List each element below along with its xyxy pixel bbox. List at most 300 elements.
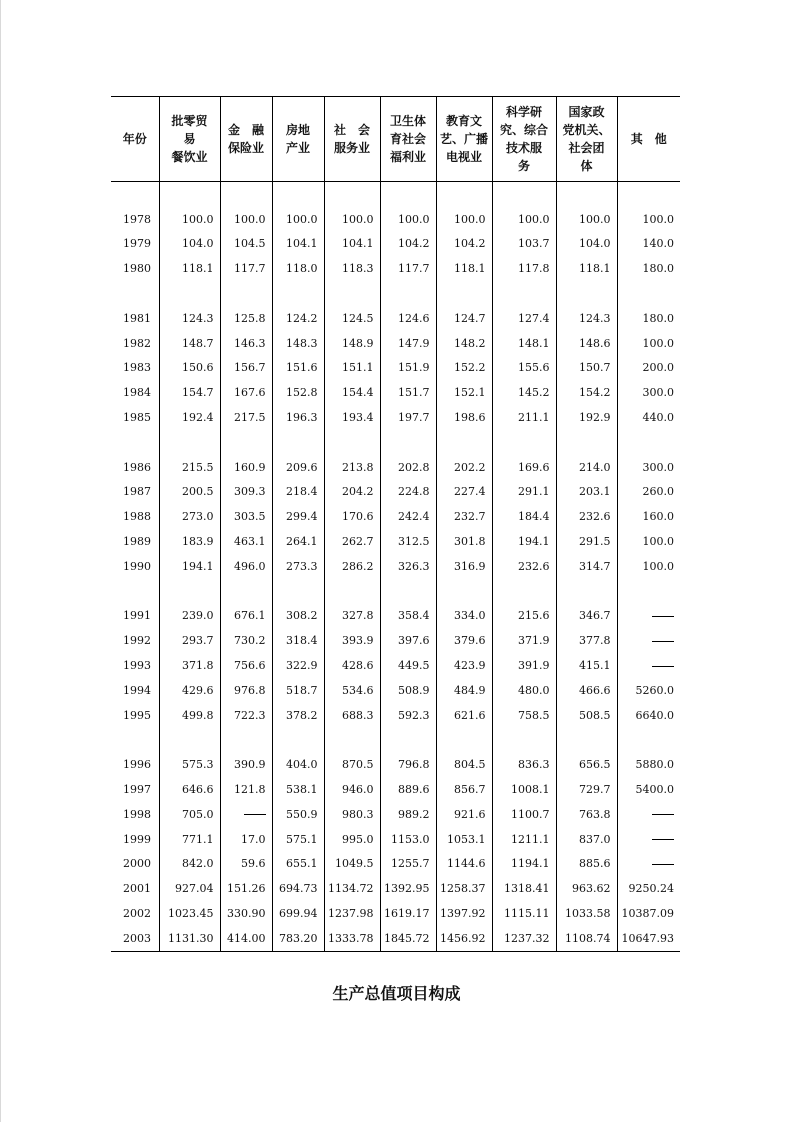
year-cell: 1978 — [123, 212, 151, 226]
value-cell: 17.0 — [220, 827, 272, 852]
value-cell: 121.8 — [220, 777, 272, 802]
spacer-row — [111, 281, 680, 306]
table-row — [111, 802, 680, 827]
header-row — [111, 97, 680, 182]
table-row — [111, 480, 680, 505]
value-cell: 151.26 — [220, 876, 272, 901]
value-cell: 100.0 — [492, 207, 556, 232]
spacer-cell — [111, 728, 159, 753]
value-cell: 184.4 — [492, 504, 556, 529]
no-data-dash — [652, 814, 674, 815]
value-cell: 232.6 — [492, 554, 556, 579]
value-cell: 286.2 — [324, 554, 380, 579]
page-edge — [0, 0, 1, 1122]
value-cell: 976.8 — [220, 678, 272, 703]
value-cell: 758.5 — [492, 703, 556, 728]
value-cell: 194.1 — [159, 554, 220, 579]
value-cell: 118.1 — [436, 256, 492, 281]
value-cell: 1108.74 — [556, 926, 617, 951]
spacer-cell — [159, 579, 220, 604]
value-cell: 200.5 — [159, 480, 220, 505]
value-cell: 147.9 — [380, 331, 436, 356]
value-cell — [220, 802, 272, 827]
spacer-cell — [617, 430, 680, 455]
value-cell: 118.1 — [556, 256, 617, 281]
value-cell: 316.9 — [436, 554, 492, 579]
spacer-cell — [492, 579, 556, 604]
spacer-cell — [220, 728, 272, 753]
value-cell: 1194.1 — [492, 852, 556, 877]
value-cell: 1318.41 — [492, 876, 556, 901]
spacer-row — [111, 182, 680, 207]
value-cell: 148.9 — [324, 331, 380, 356]
value-cell: 423.9 — [436, 653, 492, 678]
value-cell: 104.0 — [556, 232, 617, 257]
spacer-cell — [492, 728, 556, 753]
value-cell: 150.7 — [556, 356, 617, 381]
value-cell: 183.9 — [159, 529, 220, 554]
value-cell: 156.7 — [220, 356, 272, 381]
spacer-row — [111, 430, 680, 455]
value-cell: 1392.95 — [380, 876, 436, 901]
spacer-cell — [617, 182, 680, 207]
table-row — [111, 604, 680, 629]
table-row — [111, 678, 680, 703]
spacer-cell — [617, 728, 680, 753]
value-cell: 100.0 — [617, 331, 680, 356]
value-cell: 10387.09 — [617, 901, 680, 926]
value-cell: 326.3 — [380, 554, 436, 579]
value-cell: 1845.72 — [380, 926, 436, 951]
value-cell: 124.6 — [380, 306, 436, 331]
value-cell — [617, 628, 680, 653]
value-cell: 1033.58 — [556, 901, 617, 926]
spacer-cell — [436, 281, 492, 306]
value-cell: 1333.78 — [324, 926, 380, 951]
year-cell: 1989 — [123, 535, 151, 549]
value-cell: 404.0 — [272, 752, 324, 777]
value-cell: 202.2 — [436, 455, 492, 480]
value-cell: 148.3 — [272, 331, 324, 356]
value-cell: 1258.37 — [436, 876, 492, 901]
spacer-cell — [111, 430, 159, 455]
value-cell: 299.4 — [272, 504, 324, 529]
value-cell: 5400.0 — [617, 777, 680, 802]
spacer-cell — [324, 281, 380, 306]
value-cell: 449.5 — [380, 653, 436, 678]
value-cell: 204.2 — [324, 480, 380, 505]
value-cell: 963.62 — [556, 876, 617, 901]
spacer-cell — [111, 182, 159, 207]
table-row — [111, 876, 680, 901]
value-cell: 836.3 — [492, 752, 556, 777]
value-cell: 921.6 — [436, 802, 492, 827]
col-header: 社 会 服务业 — [324, 97, 380, 182]
spacer-cell — [159, 728, 220, 753]
value-cell: 371.9 — [492, 628, 556, 653]
value-cell: 889.6 — [380, 777, 436, 802]
value-cell: 499.8 — [159, 703, 220, 728]
value-cell: 151.6 — [272, 356, 324, 381]
spacer-cell — [436, 579, 492, 604]
spacer-cell — [556, 281, 617, 306]
value-cell: 232.6 — [556, 504, 617, 529]
value-cell: 301.8 — [436, 529, 492, 554]
value-cell: 169.6 — [492, 455, 556, 480]
col-header: 房地 产业 — [272, 97, 324, 182]
value-cell: 496.0 — [220, 554, 272, 579]
value-cell: 273.0 — [159, 504, 220, 529]
value-cell: 291.5 — [556, 529, 617, 554]
year-cell: 2002 — [123, 907, 151, 920]
table-row — [111, 306, 680, 331]
col-header: 教育文 艺、广播 电视业 — [436, 97, 492, 182]
value-cell: 152.8 — [272, 380, 324, 405]
value-cell: 575.3 — [159, 752, 220, 777]
spacer-cell — [272, 430, 324, 455]
value-cell: 104.2 — [436, 232, 492, 257]
col-header: 其 他 — [617, 97, 680, 182]
value-cell: 856.7 — [436, 777, 492, 802]
value-cell: 300.0 — [617, 455, 680, 480]
value-cell: 203.1 — [556, 480, 617, 505]
year-cell: 1992 — [123, 634, 151, 648]
spacer-cell — [324, 579, 380, 604]
value-cell: 699.94 — [272, 901, 324, 926]
value-cell: 9250.24 — [617, 876, 680, 901]
value-cell: 5260.0 — [617, 678, 680, 703]
value-cell: 104.0 — [159, 232, 220, 257]
spacer-cell — [492, 281, 556, 306]
year-cell: 1986 — [123, 460, 151, 474]
table-row — [111, 529, 680, 554]
value-cell: 167.6 — [220, 380, 272, 405]
year-cell: 1980 — [123, 262, 151, 276]
table-body — [111, 182, 680, 952]
value-cell: 1619.17 — [380, 901, 436, 926]
year-cell: 2003 — [111, 926, 159, 951]
no-data-dash — [652, 666, 674, 667]
value-cell: 117.7 — [380, 256, 436, 281]
value-cell: 194.1 — [492, 529, 556, 554]
value-cell: 196.3 — [272, 405, 324, 430]
value-cell: 224.8 — [380, 480, 436, 505]
year-cell: 1994 — [123, 683, 151, 697]
value-cell: 415.1 — [556, 653, 617, 678]
value-cell: 232.7 — [436, 504, 492, 529]
spacer-cell — [159, 281, 220, 306]
value-cell: 152.1 — [436, 380, 492, 405]
value-cell: 100.0 — [556, 207, 617, 232]
value-cell: 118.0 — [272, 256, 324, 281]
value-cell: 1023.45 — [159, 901, 220, 926]
value-cell: 146.3 — [220, 331, 272, 356]
value-cell: 377.8 — [556, 628, 617, 653]
table-row — [111, 628, 680, 653]
value-cell: 293.7 — [159, 628, 220, 653]
value-cell: 160.0 — [617, 504, 680, 529]
value-cell: 104.2 — [380, 232, 436, 257]
value-cell: 646.6 — [159, 777, 220, 802]
value-cell: 198.6 — [436, 405, 492, 430]
value-cell: 303.5 — [220, 504, 272, 529]
value-cell: 804.5 — [436, 752, 492, 777]
col-header: 金 融 保险业 — [220, 97, 272, 182]
value-cell: 127.4 — [492, 306, 556, 331]
year-cell: 1995 — [123, 708, 151, 722]
year-cell: 1993 — [123, 659, 151, 673]
value-cell: 5880.0 — [617, 752, 680, 777]
spacer-cell — [324, 182, 380, 207]
value-cell: 151.1 — [324, 356, 380, 381]
value-cell: 214.0 — [556, 455, 617, 480]
value-cell: 1131.30 — [159, 926, 220, 951]
value-cell: 160.9 — [220, 455, 272, 480]
spacer-cell — [159, 430, 220, 455]
value-cell: 100.0 — [272, 207, 324, 232]
value-cell: 155.6 — [492, 356, 556, 381]
value-cell: 330.90 — [220, 901, 272, 926]
spacer-cell — [617, 579, 680, 604]
value-cell: 100.0 — [617, 529, 680, 554]
value-cell: 125.8 — [220, 306, 272, 331]
spacer-cell — [272, 182, 324, 207]
value-cell: 508.9 — [380, 678, 436, 703]
value-cell: 1456.92 — [436, 926, 492, 951]
no-data-dash — [652, 616, 674, 617]
spacer-cell — [556, 579, 617, 604]
value-cell: 989.2 — [380, 802, 436, 827]
value-cell: 1100.7 — [492, 802, 556, 827]
spacer-cell — [111, 579, 159, 604]
value-cell: 534.6 — [324, 678, 380, 703]
table-row — [111, 356, 680, 381]
value-cell: 346.7 — [556, 604, 617, 629]
value-cell: 192.4 — [159, 405, 220, 430]
value-cell: 100.0 — [324, 207, 380, 232]
table-row — [111, 256, 680, 281]
spacer-cell — [324, 430, 380, 455]
value-cell: 151.9 — [380, 356, 436, 381]
value-cell: 100.0 — [436, 207, 492, 232]
table-row — [111, 380, 680, 405]
value-cell: 391.9 — [492, 653, 556, 678]
value-cell: 1397.92 — [436, 901, 492, 926]
table-row — [111, 504, 680, 529]
value-cell: 995.0 — [324, 827, 380, 852]
value-cell: 656.5 — [556, 752, 617, 777]
value-cell: 148.6 — [556, 331, 617, 356]
value-cell: 148.1 — [492, 331, 556, 356]
year-cell: 1985 — [123, 411, 151, 425]
spacer-row — [111, 728, 680, 753]
value-cell: 100.0 — [220, 207, 272, 232]
value-cell — [617, 852, 680, 877]
value-cell: 946.0 — [324, 777, 380, 802]
year-cell: 1983 — [123, 361, 151, 375]
value-cell: 763.8 — [556, 802, 617, 827]
table-row — [111, 331, 680, 356]
value-cell: 104.5 — [220, 232, 272, 257]
value-cell: 429.6 — [159, 678, 220, 703]
value-cell: 621.6 — [436, 703, 492, 728]
value-cell: 414.00 — [220, 926, 272, 951]
value-cell: 197.7 — [380, 405, 436, 430]
value-cell: 397.6 — [380, 628, 436, 653]
value-cell: 466.6 — [556, 678, 617, 703]
year-cell: 2000 — [123, 857, 151, 871]
no-data-dash — [244, 814, 266, 815]
no-data-dash — [652, 864, 674, 865]
year-cell: 1982 — [123, 336, 151, 350]
value-cell: 154.2 — [556, 380, 617, 405]
year-cell: 1987 — [123, 485, 151, 499]
spacer-cell — [380, 579, 436, 604]
value-cell: 1049.5 — [324, 852, 380, 877]
value-cell: 193.4 — [324, 405, 380, 430]
table-row — [111, 752, 680, 777]
value-cell — [617, 653, 680, 678]
year-cell: 1990 — [123, 559, 151, 573]
value-cell: 729.7 — [556, 777, 617, 802]
no-data-dash — [652, 839, 674, 840]
spacer-cell — [272, 579, 324, 604]
value-cell: 124.7 — [436, 306, 492, 331]
value-cell: 100.0 — [380, 207, 436, 232]
spacer-cell — [380, 182, 436, 207]
value-cell — [617, 604, 680, 629]
value-cell: 124.3 — [556, 306, 617, 331]
year-cell: 1991 — [123, 609, 151, 623]
spacer-cell — [436, 728, 492, 753]
value-cell: 440.0 — [617, 405, 680, 430]
value-cell: 592.3 — [380, 703, 436, 728]
table-row — [111, 455, 680, 480]
value-cell: 152.2 — [436, 356, 492, 381]
year-cell: 1988 — [123, 510, 151, 524]
year-cell: 1979 — [123, 237, 151, 251]
value-cell: 1053.1 — [436, 827, 492, 852]
value-cell: 927.04 — [159, 876, 220, 901]
value-cell: 260.0 — [617, 480, 680, 505]
value-cell — [617, 827, 680, 852]
value-cell: 100.0 — [159, 207, 220, 232]
value-cell: 104.1 — [324, 232, 380, 257]
value-cell: 842.0 — [159, 852, 220, 877]
value-cell: 322.9 — [272, 653, 324, 678]
value-cell: 170.6 — [324, 504, 380, 529]
value-cell: 150.6 — [159, 356, 220, 381]
value-cell: 124.3 — [159, 306, 220, 331]
spacer-cell — [436, 182, 492, 207]
value-cell: 318.4 — [272, 628, 324, 653]
value-cell: 218.4 — [272, 480, 324, 505]
value-cell: 1115.11 — [492, 901, 556, 926]
table-row — [111, 207, 680, 232]
spacer-cell — [492, 182, 556, 207]
value-cell: 118.3 — [324, 256, 380, 281]
value-cell: 242.4 — [380, 504, 436, 529]
spacer-cell — [556, 728, 617, 753]
value-cell: 145.2 — [492, 380, 556, 405]
value-cell: 300.0 — [617, 380, 680, 405]
value-cell: 550.9 — [272, 802, 324, 827]
value-cell: 1237.98 — [324, 901, 380, 926]
value-cell: 837.0 — [556, 827, 617, 852]
value-cell: 291.1 — [492, 480, 556, 505]
col-header: 国家政 党机关、 社会团 体 — [556, 97, 617, 182]
value-cell: 100.0 — [617, 207, 680, 232]
value-cell: 518.7 — [272, 678, 324, 703]
index-table — [111, 96, 680, 952]
value-cell: 980.3 — [324, 802, 380, 827]
spacer-cell — [380, 728, 436, 753]
value-cell: 104.1 — [272, 232, 324, 257]
value-cell: 484.9 — [436, 678, 492, 703]
value-cell: 371.8 — [159, 653, 220, 678]
value-cell: 273.3 — [272, 554, 324, 579]
spacer-cell — [380, 281, 436, 306]
value-cell: 154.4 — [324, 380, 380, 405]
year-cell: 1998 — [123, 807, 151, 821]
value-cell: 771.1 — [159, 827, 220, 852]
value-cell: 202.8 — [380, 455, 436, 480]
value-cell: 1144.6 — [436, 852, 492, 877]
spacer-cell — [272, 281, 324, 306]
value-cell: 148.2 — [436, 331, 492, 356]
value-cell: 783.20 — [272, 926, 324, 951]
spacer-cell — [220, 579, 272, 604]
value-cell: 730.2 — [220, 628, 272, 653]
value-cell: 264.1 — [272, 529, 324, 554]
col-header: 科学研 究、综合 技术服 务 — [492, 97, 556, 182]
table-row — [111, 926, 680, 951]
value-cell: 314.7 — [556, 554, 617, 579]
value-cell: 1153.0 — [380, 827, 436, 852]
value-cell: 100.0 — [617, 554, 680, 579]
value-cell: 215.5 — [159, 455, 220, 480]
value-cell: 575.1 — [272, 827, 324, 852]
value-cell: 694.73 — [272, 876, 324, 901]
value-cell: 140.0 — [617, 232, 680, 257]
value-cell: 428.6 — [324, 653, 380, 678]
value-cell: 1008.1 — [492, 777, 556, 802]
value-cell: 480.0 — [492, 678, 556, 703]
table-row — [111, 703, 680, 728]
value-cell: 217.5 — [220, 405, 272, 430]
col-header: 卫生体 育社会 福利业 — [380, 97, 436, 182]
value-cell: 538.1 — [272, 777, 324, 802]
value-cell: 118.1 — [159, 256, 220, 281]
value-cell: 124.2 — [272, 306, 324, 331]
value-cell: 6640.0 — [617, 703, 680, 728]
year-cell: 1997 — [123, 783, 151, 797]
spacer-cell — [159, 182, 220, 207]
value-cell: 213.8 — [324, 455, 380, 480]
value-cell: 262.7 — [324, 529, 380, 554]
value-cell: 211.1 — [492, 405, 556, 430]
table-row — [111, 405, 680, 430]
value-cell: 655.1 — [272, 852, 324, 877]
value-cell: 309.3 — [220, 480, 272, 505]
value-cell: 148.7 — [159, 331, 220, 356]
value-cell: 239.0 — [159, 604, 220, 629]
spacer-cell — [272, 728, 324, 753]
year-cell: 2001 — [123, 882, 151, 896]
value-cell: 59.6 — [220, 852, 272, 877]
year-cell: 1999 — [123, 832, 151, 846]
spacer-row — [111, 579, 680, 604]
